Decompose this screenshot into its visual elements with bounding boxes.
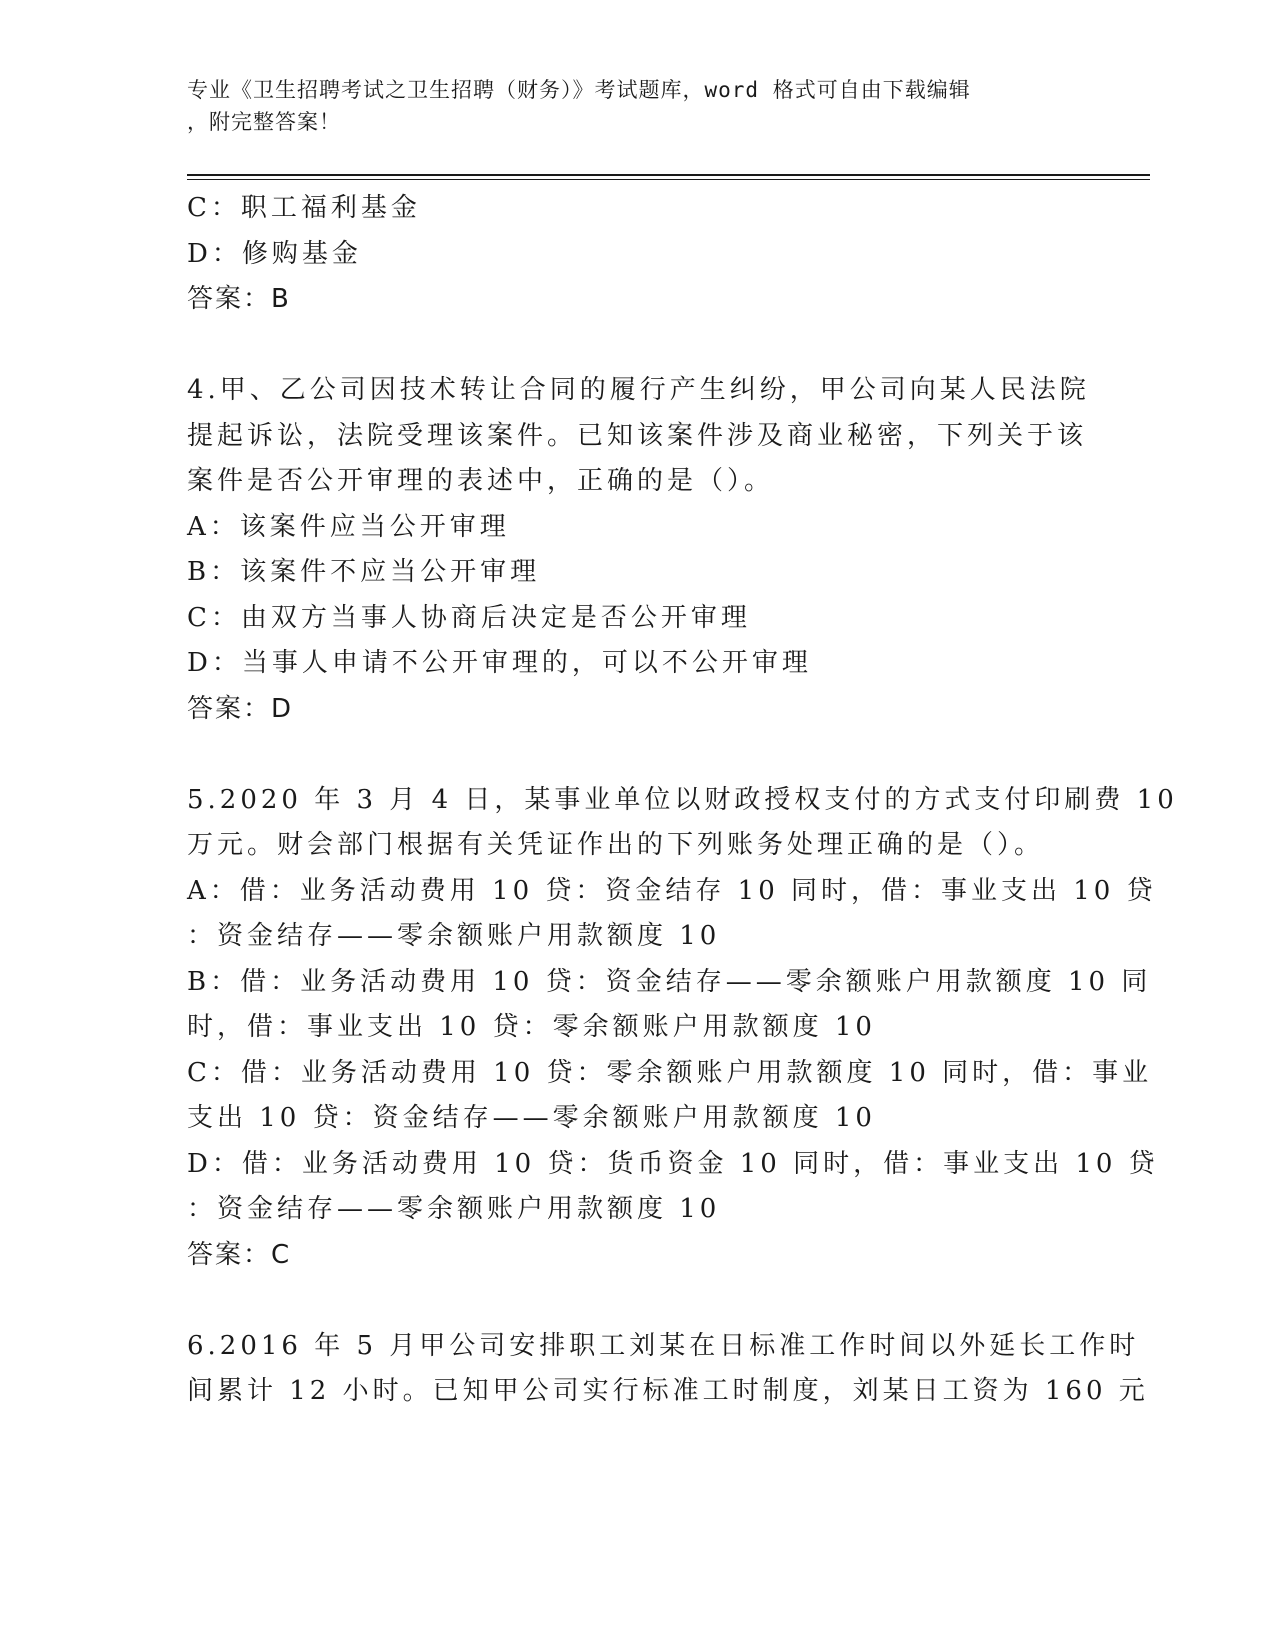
q4-option-b: B：该案件不应当公开审理: [187, 557, 541, 587]
q4-option-a: A：该案件应当公开审理: [187, 511, 510, 542]
spacer: [187, 1278, 1087, 1324]
q3-option-d: D：修购基金: [187, 238, 362, 269]
q5-option-c-line: 支出 10 贷：资金结存——零余额账户用款额度 10: [187, 1103, 876, 1133]
header-line-1: 专业《卫生招聘考试之卫生招聘（财务）》考试题库，word 格式可自由下载编辑: [187, 78, 971, 102]
q4-stem-line: 提起诉讼，法院受理该案件。已知该案件涉及商业秘密，下列关于该: [187, 420, 1088, 451]
spacer: [187, 323, 1087, 369]
q5-option-b-line: B：借：业务活动费用 10 贷：资金结存——零余额账户用款额度 10 同: [187, 966, 1152, 997]
page-header: [187, 74, 1067, 138]
q5-stem-line: 5.2020 年 3 月 4 日，某事业单位以财政授权支付的方式支付印刷费 10: [187, 784, 1178, 815]
q5-option-b-line: 时，借：事业支出 10 贷：零余额账户用款额度 10: [187, 1012, 876, 1042]
q5-option-c-line: C：借：业务活动费用 10 贷：零余额账户用款额度 10 同时，借：事业: [187, 1057, 1153, 1088]
q3-answer: 答案：B: [187, 284, 291, 314]
question-4: [187, 368, 1090, 732]
q4-option-d: D：当事人申请不公开审理的，可以不公开审理: [187, 648, 812, 678]
question-content: [187, 186, 1178, 1415]
q4-stem-line: 案件是否公开审理的表述中，正确的是（）。: [187, 466, 775, 496]
q3-option-c: C：职工福利基金: [187, 193, 421, 223]
q5-stem-line: 万元。财会部门根据有关凭证作出的下列账务处理正确的是（）。: [187, 830, 1045, 860]
q4-answer: 答案：D: [187, 693, 294, 724]
q4-stem-line: 4.甲、乙公司因技术转让合同的履行产生纠纷，甲公司向某人民法院: [187, 375, 1090, 405]
q4-option-c: C：由双方当事人协商后决定是否公开审理: [187, 602, 751, 633]
question-6: [187, 1324, 1149, 1415]
q6-stem-line: 间累计 12 小时。已知甲公司实行标准工时制度，刘某日工资为 160 元: [187, 1376, 1149, 1406]
q6-stem-line: 6.2016 年 5 月甲公司安排职工刘某在日标准工作时间以外延长工作时: [187, 1330, 1140, 1361]
question-3-tail: [187, 186, 1087, 323]
q5-answer: 答案：C: [187, 1239, 292, 1270]
header-divider-thin: [187, 179, 1150, 180]
question-5: [187, 778, 1178, 1279]
q5-option-d-line: ：资金结存——零余额账户用款额度 10: [187, 1194, 721, 1224]
q5-option-a-line: ：资金结存——零余额账户用款额度 10: [187, 921, 721, 951]
header-line-2: ，附完整答案！: [187, 110, 341, 134]
header-divider-thick: [187, 174, 1150, 176]
q5-option-d-line: D：借：业务活动费用 10 贷：货币资金 10 同时，借：事业支出 10 贷: [187, 1148, 1159, 1179]
q5-option-a-line: A：借：业务活动费用 10 贷：资金结存 10 同时，借：事业支出 10 贷: [187, 875, 1157, 906]
spacer: [187, 732, 1087, 778]
